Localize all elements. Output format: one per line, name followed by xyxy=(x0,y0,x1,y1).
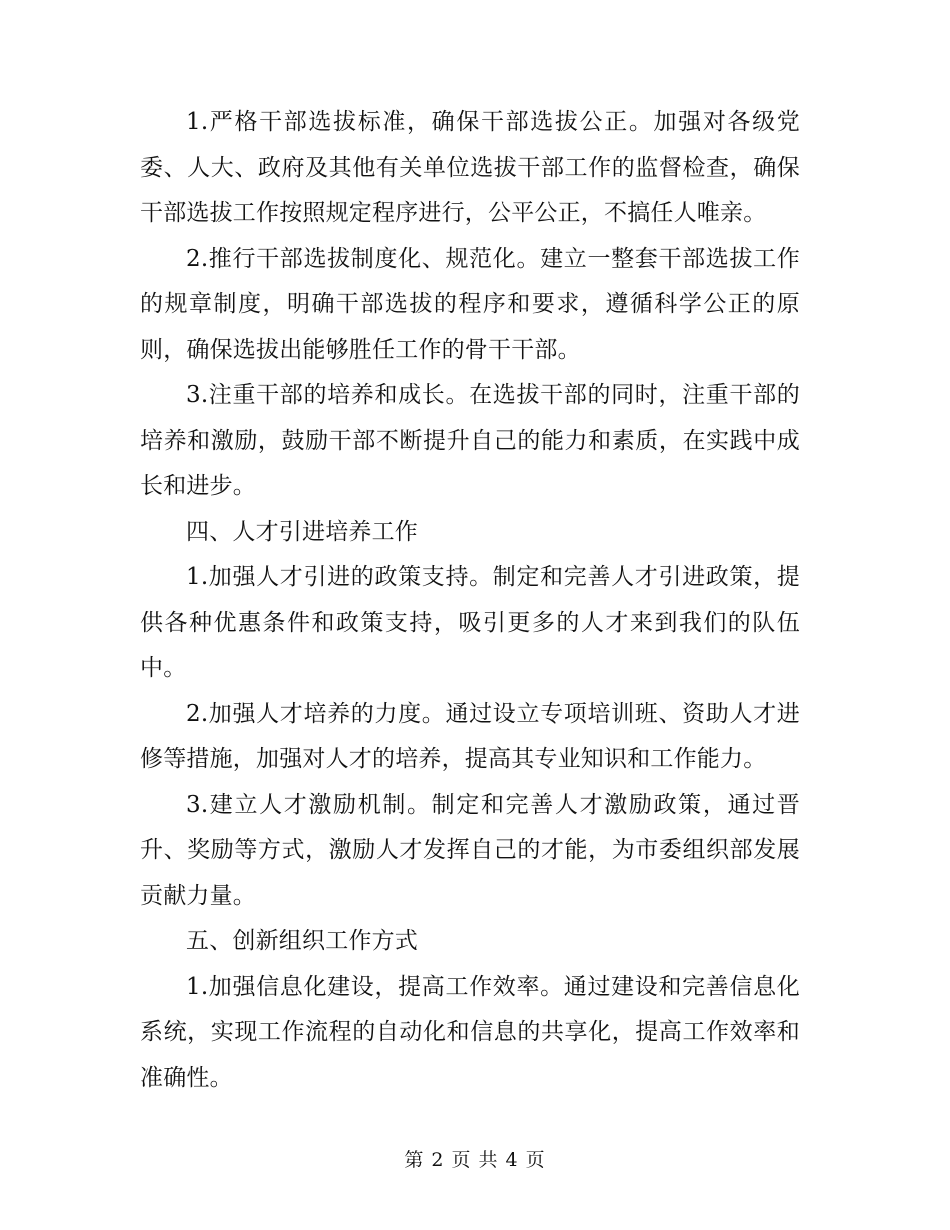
page-number-footer: 第 2 页 共 4 页 xyxy=(404,1149,546,1171)
paragraph-5: 2.加强人才培养的力度。通过设立专项培训班、资助人才进修等措施，加强对人才的培养，提高其专业知识和工作能力。 xyxy=(140,700,800,772)
paragraph-7: 1.加强信息化建设，提高工作效率。通过建设和完善信息化系统，实现工作流程的自动化和信息的共享化，提高工作效率和准确性。 xyxy=(140,973,800,1091)
paragraph-6: 3.建立人才激励机制。制定和完善人才激励政策，通过晋升、奖励等方式，激励人才发挥自己的才能，为市委组织部发展贡献力量。 xyxy=(140,791,800,909)
paragraph-4: 1.加强人才引进的政策支持。制定和完善人才引进政策，提供各种优惠条件和政策支持，吸引更多的人才来到我们的队伍中。 xyxy=(140,564,800,681)
section-heading-5: 五、创新组织工作方式 xyxy=(186,928,418,954)
paragraph-1: 1.严格干部选拔标准，确保干部选拔公正。加强对各级党委、人大、政府及其他有关单位选拔干部工作的监督检查，确保干部选拔工作按照规定程序进行，公平公正，不搞任人唯亲。 xyxy=(140,109,800,226)
document-body xyxy=(140,100,800,1101)
paragraph-2: 2.推行干部选拔制度化、规范化。建立一整套干部选拔工作的规章制度，明确干部选拔的程序和要求，遵循科学公正的原则，确保选拔出能够胜任工作的骨干干部。 xyxy=(140,245,800,363)
paragraph-3: 3.注重干部的培养和成长。在选拔干部的同时，注重干部的培养和激励，鼓励干部不断提升自己的能力和素质，在实践中成长和进步。 xyxy=(140,382,800,499)
section-heading-4: 四、人才引进培养工作 xyxy=(186,518,418,545)
